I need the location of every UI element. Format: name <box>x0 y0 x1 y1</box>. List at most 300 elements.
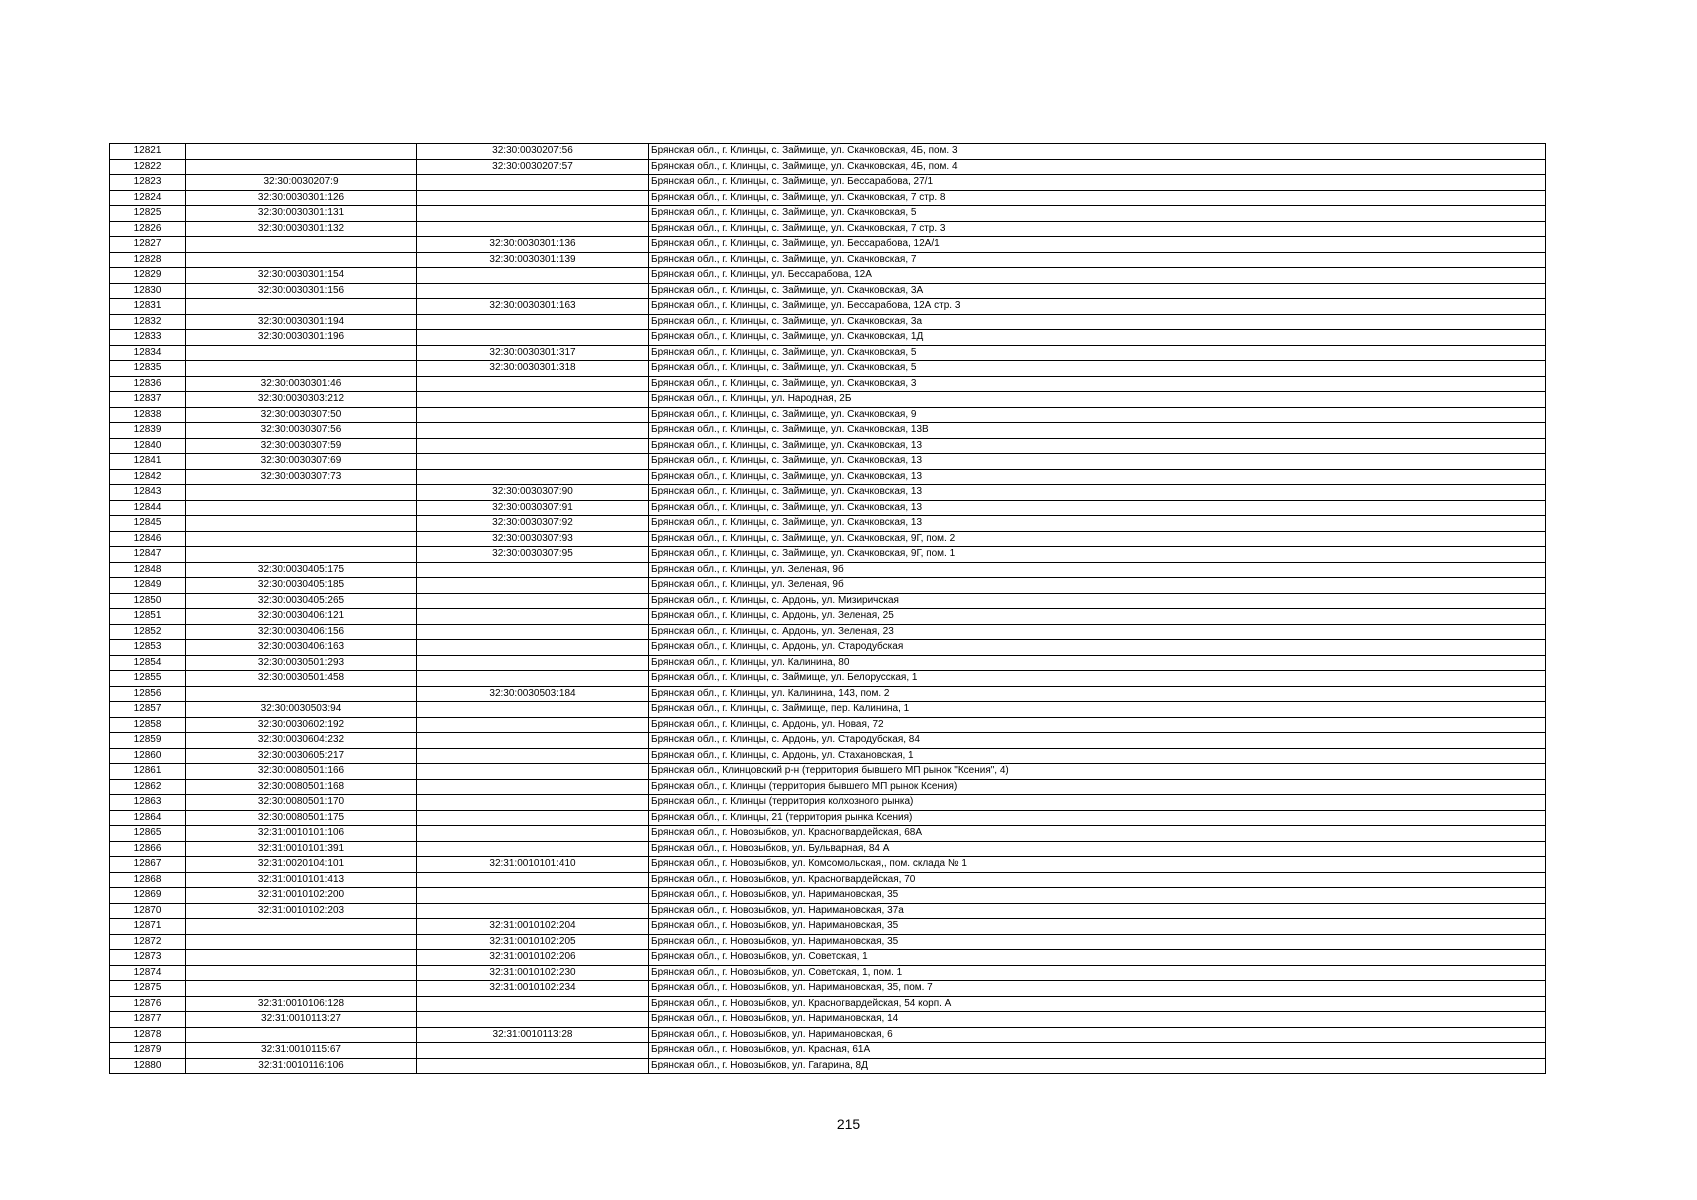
address-cell: Брянская обл., г. Клинцы, с. Займище, ул. Скачковская, 4Б, пом. 4 <box>649 159 1546 175</box>
table-row <box>110 748 1546 764</box>
table-row <box>110 934 1546 950</box>
row-number-cell: 12862 <box>110 779 186 795</box>
related-cadastral-number-cell <box>417 578 649 594</box>
row-number-cell: 12846 <box>110 531 186 547</box>
table-row <box>110 686 1546 702</box>
cadastral-number-cell <box>186 159 417 175</box>
related-cadastral-number-cell <box>417 1012 649 1028</box>
address-cell: Брянская обл., г. Новозыбков, ул. Бульварная, 84 А <box>649 841 1546 857</box>
related-cadastral-number-cell: 32:30:0030301:317 <box>417 345 649 361</box>
address-cell: Брянская обл., г. Клинцы, ул. Калинина, 143, пом. 2 <box>649 686 1546 702</box>
table-row <box>110 314 1546 330</box>
row-number-cell: 12869 <box>110 888 186 904</box>
cadastral-number-cell <box>186 934 417 950</box>
row-number-cell: 12827 <box>110 237 186 253</box>
address-cell: Брянская обл., г. Клинцы, с. Займище, ул. Скачковская, 13 <box>649 438 1546 454</box>
row-number-cell: 12877 <box>110 1012 186 1028</box>
address-cell: Брянская обл., г. Клинцы, с. Займище, ул. Скачковская, 3а <box>649 314 1546 330</box>
related-cadastral-number-cell: 32:31:0010102:234 <box>417 981 649 997</box>
address-cell: Брянская обл., г. Клинцы (территория колхозного рынка) <box>649 795 1546 811</box>
cadastral-number-cell: 32:31:0020104:101 <box>186 857 417 873</box>
cadastral-number-cell: 32:30:0030405:265 <box>186 593 417 609</box>
table-row <box>110 144 1546 160</box>
address-cell: Брянская обл., г. Клинцы, с. Займище, ул. Скачковская, 9Г, пом. 1 <box>649 547 1546 563</box>
table-row <box>110 376 1546 392</box>
related-cadastral-number-cell <box>417 407 649 423</box>
address-cell: Брянская обл., Клинцовский р-н (территория бывшего МП рынок "Ксения", 4) <box>649 764 1546 780</box>
related-cadastral-number-cell <box>417 376 649 392</box>
cadastral-number-cell: 32:30:0030406:163 <box>186 640 417 656</box>
address-cell: Брянская обл., г. Новозыбков, ул. Красногвардейская, 68А <box>649 826 1546 842</box>
table-row <box>110 593 1546 609</box>
address-cell: Брянская обл., г. Новозыбков, ул. Советская, 1 <box>649 950 1546 966</box>
address-cell: Брянская обл., г. Клинцы, ул. Калинина, 80 <box>649 655 1546 671</box>
table-row <box>110 423 1546 439</box>
table-row <box>110 407 1546 423</box>
table-row <box>110 221 1546 237</box>
address-cell: Брянская обл., г. Клинцы, с. Ардонь, ул. Стахановская, 1 <box>649 748 1546 764</box>
row-number-cell: 12822 <box>110 159 186 175</box>
cadastral-number-cell: 32:30:0030301:132 <box>186 221 417 237</box>
cadastral-number-cell: 32:30:0080501:175 <box>186 810 417 826</box>
row-number-cell: 12839 <box>110 423 186 439</box>
row-number-cell: 12864 <box>110 810 186 826</box>
table-row <box>110 159 1546 175</box>
cadastral-number-cell <box>186 345 417 361</box>
related-cadastral-number-cell <box>417 609 649 625</box>
cadastral-number-cell: 32:31:0010101:391 <box>186 841 417 857</box>
cadastral-number-cell: 32:30:0080501:166 <box>186 764 417 780</box>
cadastral-number-cell: 32:30:0030501:293 <box>186 655 417 671</box>
address-cell: Брянская обл., г. Клинцы, с. Займище, ул. Скачковская, 5 <box>649 345 1546 361</box>
page-number: 215 <box>836 1116 861 1132</box>
cadastral-number-cell: 32:30:0030406:156 <box>186 624 417 640</box>
row-number-cell: 12841 <box>110 454 186 470</box>
address-cell: Брянская обл., г. Клинцы, с. Займище, ул. Скачковская, 7 стр. 8 <box>649 190 1546 206</box>
related-cadastral-number-cell: 32:31:0010101:410 <box>417 857 649 873</box>
row-number-cell: 12845 <box>110 516 186 532</box>
related-cadastral-number-cell <box>417 314 649 330</box>
cadastral-number-cell <box>186 686 417 702</box>
address-cell: Брянская обл., г. Новозыбков, ул. Красногвардейская, 70 <box>649 872 1546 888</box>
cadastral-number-cell <box>186 950 417 966</box>
address-cell: Брянская обл., г. Клинцы, с. Займище, ул. Скачковская, 4Б, пом. 3 <box>649 144 1546 160</box>
row-number-cell: 12836 <box>110 376 186 392</box>
table-row <box>110 283 1546 299</box>
address-cell: Брянская обл., г. Клинцы, с. Займище, ул. Скачковская, 9Г, пом. 2 <box>649 531 1546 547</box>
table-row <box>110 237 1546 253</box>
related-cadastral-number-cell: 32:31:0010102:206 <box>417 950 649 966</box>
row-number-cell: 12879 <box>110 1043 186 1059</box>
related-cadastral-number-cell <box>417 841 649 857</box>
cadastral-number-cell: 32:30:0030405:175 <box>186 562 417 578</box>
row-number-cell: 12876 <box>110 996 186 1012</box>
table-row <box>110 206 1546 222</box>
table-row <box>110 438 1546 454</box>
row-number-cell: 12838 <box>110 407 186 423</box>
address-cell: Брянская обл., г. Новозыбков, ул. Наримановская, 37а <box>649 903 1546 919</box>
table-row <box>110 345 1546 361</box>
cadastral-number-cell: 32:30:0030301:196 <box>186 330 417 346</box>
cadastral-number-cell: 32:30:0030405:185 <box>186 578 417 594</box>
row-number-cell: 12860 <box>110 748 186 764</box>
related-cadastral-number-cell: 32:31:0010113:28 <box>417 1027 649 1043</box>
related-cadastral-number-cell: 32:31:0010102:205 <box>417 934 649 950</box>
cadastral-number-cell: 32:31:0010115:67 <box>186 1043 417 1059</box>
related-cadastral-number-cell <box>417 1058 649 1074</box>
row-number-cell: 12880 <box>110 1058 186 1074</box>
table-row <box>110 252 1546 268</box>
address-cell: Брянская обл., г. Клинцы, с. Ардонь, ул. Новая, 72 <box>649 717 1546 733</box>
address-cell: Брянская обл., г. Клинцы, с. Займище, ул. Скачковская, 13 <box>649 485 1546 501</box>
address-cell: Брянская обл., г. Клинцы, с. Займище, ул. Скачковская, 13 <box>649 454 1546 470</box>
table-row <box>110 268 1546 284</box>
address-cell: Брянская обл., г. Клинцы, ул. Зеленая, 9б <box>649 562 1546 578</box>
related-cadastral-number-cell <box>417 795 649 811</box>
row-number-cell: 12855 <box>110 671 186 687</box>
related-cadastral-number-cell <box>417 671 649 687</box>
related-cadastral-number-cell <box>417 283 649 299</box>
cadastral-number-cell <box>186 361 417 377</box>
address-cell: Брянская обл., г. Новозыбков, ул. Красная, 61А <box>649 1043 1546 1059</box>
table-row <box>110 469 1546 485</box>
row-number-cell: 12821 <box>110 144 186 160</box>
row-number-cell: 12866 <box>110 841 186 857</box>
table-row <box>110 330 1546 346</box>
table-row <box>110 175 1546 191</box>
address-cell: Брянская обл., г. Клинцы (территория бывшего МП рынок Ксения) <box>649 779 1546 795</box>
table-row <box>110 392 1546 408</box>
cadastral-number-cell: 32:31:0010102:203 <box>186 903 417 919</box>
related-cadastral-number-cell <box>417 593 649 609</box>
address-cell: Брянская обл., г. Клинцы, с. Ардонь, ул. Мизиричская <box>649 593 1546 609</box>
cadastral-number-cell: 32:30:0030602:192 <box>186 717 417 733</box>
address-cell: Брянская обл., г. Клинцы, ул. Зеленая, 9б <box>649 578 1546 594</box>
related-cadastral-number-cell <box>417 1043 649 1059</box>
cadastral-number-cell: 32:30:0030503:94 <box>186 702 417 718</box>
row-number-cell: 12868 <box>110 872 186 888</box>
address-cell: Брянская обл., г. Клинцы, с. Займище, ул. Бессарабова, 27/1 <box>649 175 1546 191</box>
row-number-cell: 12875 <box>110 981 186 997</box>
related-cadastral-number-cell <box>417 206 649 222</box>
cadastral-number-cell: 32:30:0030301:156 <box>186 283 417 299</box>
address-cell: Брянская обл., г. Новозыбков, ул. Наримановская, 14 <box>649 1012 1546 1028</box>
address-cell: Брянская обл., г. Клинцы, с. Займище, ул. Скачковская, 13 <box>649 500 1546 516</box>
table-row <box>110 826 1546 842</box>
row-number-cell: 12848 <box>110 562 186 578</box>
cadastral-number-cell: 32:30:0030307:50 <box>186 407 417 423</box>
cadastral-number-cell: 32:31:0010102:200 <box>186 888 417 904</box>
row-number-cell: 12852 <box>110 624 186 640</box>
cadastral-number-cell: 32:31:0010113:27 <box>186 1012 417 1028</box>
cadastral-number-cell <box>186 500 417 516</box>
address-cell: Брянская обл., г. Клинцы, с. Займище, ул. Скачковская, 13В <box>649 423 1546 439</box>
related-cadastral-number-cell: 32:30:0030307:90 <box>417 485 649 501</box>
row-number-cell: 12861 <box>110 764 186 780</box>
table-row <box>110 857 1546 873</box>
row-number-cell: 12874 <box>110 965 186 981</box>
address-cell: Брянская обл., г. Новозыбков, ул. Комсомольская,, пом. склада № 1 <box>649 857 1546 873</box>
cadastral-number-cell <box>186 919 417 935</box>
related-cadastral-number-cell <box>417 562 649 578</box>
cadastral-number-cell <box>186 516 417 532</box>
row-number-cell: 12871 <box>110 919 186 935</box>
registry-table-body <box>110 144 1546 1074</box>
address-cell: Брянская обл., г. Новозыбков, ул. Наримановская, 35 <box>649 919 1546 935</box>
table-row <box>110 516 1546 532</box>
address-cell: Брянская обл., г. Клинцы, с. Займище, ул. Бессарабова, 12А/1 <box>649 237 1546 253</box>
row-number-cell: 12833 <box>110 330 186 346</box>
table-row <box>110 609 1546 625</box>
cadastral-number-cell <box>186 981 417 997</box>
row-number-cell: 12828 <box>110 252 186 268</box>
row-number-cell: 12842 <box>110 469 186 485</box>
table-row <box>110 702 1546 718</box>
row-number-cell: 12843 <box>110 485 186 501</box>
cadastral-number-cell <box>186 252 417 268</box>
table-row <box>110 888 1546 904</box>
related-cadastral-number-cell <box>417 888 649 904</box>
address-cell: Брянская обл., г. Клинцы, с. Ардонь, ул. Зеленая, 25 <box>649 609 1546 625</box>
cadastral-number-cell: 32:31:0010101:106 <box>186 826 417 842</box>
address-cell: Брянская обл., г. Новозыбков, ул. Наримановская, 35 <box>649 888 1546 904</box>
row-number-cell: 12865 <box>110 826 186 842</box>
related-cadastral-number-cell: 32:30:0030207:57 <box>417 159 649 175</box>
table-row <box>110 717 1546 733</box>
cadastral-number-cell: 32:30:0030207:9 <box>186 175 417 191</box>
table-row <box>110 841 1546 857</box>
row-number-cell: 12867 <box>110 857 186 873</box>
cadastral-number-cell <box>186 531 417 547</box>
related-cadastral-number-cell: 32:30:0030207:56 <box>417 144 649 160</box>
table-row <box>110 996 1546 1012</box>
address-cell: Брянская обл., г. Клинцы, с. Займище, ул. Скачковская, 1Д <box>649 330 1546 346</box>
row-number-cell: 12858 <box>110 717 186 733</box>
cadastral-number-cell <box>186 547 417 563</box>
table-row <box>110 299 1546 315</box>
related-cadastral-number-cell: 32:30:0030301:163 <box>417 299 649 315</box>
table-row <box>110 981 1546 997</box>
row-number-cell: 12870 <box>110 903 186 919</box>
cadastral-number-cell <box>186 299 417 315</box>
row-number-cell: 12857 <box>110 702 186 718</box>
related-cadastral-number-cell <box>417 268 649 284</box>
cadastral-number-cell: 32:31:0010106:128 <box>186 996 417 1012</box>
cadastral-number-cell: 32:30:0030406:121 <box>186 609 417 625</box>
related-cadastral-number-cell: 32:30:0030503:184 <box>417 686 649 702</box>
table-row <box>110 190 1546 206</box>
cadastral-number-cell <box>186 1027 417 1043</box>
cadastral-number-cell: 32:30:0030307:56 <box>186 423 417 439</box>
row-number-cell: 12873 <box>110 950 186 966</box>
related-cadastral-number-cell <box>417 190 649 206</box>
address-cell: Брянская обл., г. Клинцы, с. Займище, ул. Бессарабова, 12А стр. 3 <box>649 299 1546 315</box>
table-row <box>110 655 1546 671</box>
table-row <box>110 562 1546 578</box>
row-number-cell: 12840 <box>110 438 186 454</box>
table-row <box>110 640 1546 656</box>
row-number-cell: 12837 <box>110 392 186 408</box>
related-cadastral-number-cell: 32:31:0010102:204 <box>417 919 649 935</box>
cadastral-number-cell: 32:31:0010116:106 <box>186 1058 417 1074</box>
related-cadastral-number-cell: 32:30:0030307:92 <box>417 516 649 532</box>
address-cell: Брянская обл., г. Клинцы, с. Займище, ул. Скачковская, 5 <box>649 206 1546 222</box>
table-row <box>110 671 1546 687</box>
table-row <box>110 547 1546 563</box>
address-cell: Брянская обл., г. Клинцы, с. Займище, ул. Скачковская, 13 <box>649 469 1546 485</box>
cadastral-number-cell: 32:30:0030301:126 <box>186 190 417 206</box>
related-cadastral-number-cell <box>417 996 649 1012</box>
table-row <box>110 500 1546 516</box>
cadastral-number-cell: 32:30:0080501:168 <box>186 779 417 795</box>
address-cell: Брянская обл., г. Клинцы, с. Займище, ул. Белорусская, 1 <box>649 671 1546 687</box>
row-number-cell: 12847 <box>110 547 186 563</box>
address-cell: Брянская обл., г. Новозыбков, ул. Красногвардейская, 54 корп. А <box>649 996 1546 1012</box>
address-cell: Брянская обл., г. Клинцы, с. Займище, пер. Калинина, 1 <box>649 702 1546 718</box>
address-cell: Брянская обл., г. Новозыбков, ул. Наримановская, 6 <box>649 1027 1546 1043</box>
related-cadastral-number-cell <box>417 810 649 826</box>
related-cadastral-number-cell <box>417 330 649 346</box>
address-cell: Брянская обл., г. Клинцы, с. Займище, ул. Скачковская, 13 <box>649 516 1546 532</box>
related-cadastral-number-cell <box>417 469 649 485</box>
table-row <box>110 919 1546 935</box>
table-row <box>110 764 1546 780</box>
cadastral-number-cell <box>186 485 417 501</box>
row-number-cell: 12850 <box>110 593 186 609</box>
related-cadastral-number-cell <box>417 423 649 439</box>
row-number-cell: 12829 <box>110 268 186 284</box>
address-cell: Брянская обл., г. Клинцы, с. Ардонь, ул. Стародубская, 84 <box>649 733 1546 749</box>
related-cadastral-number-cell <box>417 640 649 656</box>
related-cadastral-number-cell <box>417 903 649 919</box>
registry-table <box>109 143 1546 1074</box>
related-cadastral-number-cell <box>417 454 649 470</box>
row-number-cell: 12834 <box>110 345 186 361</box>
related-cadastral-number-cell <box>417 175 649 191</box>
table-row <box>110 1058 1546 1074</box>
related-cadastral-number-cell <box>417 655 649 671</box>
row-number-cell: 12844 <box>110 500 186 516</box>
address-cell: Брянская обл., г. Клинцы, с. Займище, ул. Скачковская, 7 <box>649 252 1546 268</box>
cadastral-number-cell: 32:30:0030605:217 <box>186 748 417 764</box>
cadastral-number-cell: 32:30:0030303:212 <box>186 392 417 408</box>
row-number-cell: 12856 <box>110 686 186 702</box>
row-number-cell: 12853 <box>110 640 186 656</box>
cadastral-number-cell <box>186 965 417 981</box>
table-row <box>110 810 1546 826</box>
row-number-cell: 12830 <box>110 283 186 299</box>
table-row <box>110 1012 1546 1028</box>
table-row <box>110 1027 1546 1043</box>
table-row <box>110 795 1546 811</box>
related-cadastral-number-cell: 32:30:0030301:136 <box>417 237 649 253</box>
cadastral-number-cell: 32:30:0080501:170 <box>186 795 417 811</box>
related-cadastral-number-cell <box>417 779 649 795</box>
related-cadastral-number-cell <box>417 702 649 718</box>
table-row <box>110 903 1546 919</box>
table-row <box>110 485 1546 501</box>
row-number-cell: 12851 <box>110 609 186 625</box>
cadastral-number-cell: 32:30:0030307:59 <box>186 438 417 454</box>
row-number-cell: 12872 <box>110 934 186 950</box>
address-cell: Брянская обл., г. Новозыбков, ул. Наримановская, 35 <box>649 934 1546 950</box>
address-cell: Брянская обл., г. Клинцы, 21 (территория рынка Ксения) <box>649 810 1546 826</box>
address-cell: Брянская обл., г. Клинцы, с. Займище, ул. Скачковская, 5 <box>649 361 1546 377</box>
cadastral-number-cell: 32:30:0030301:194 <box>186 314 417 330</box>
related-cadastral-number-cell: 32:30:0030301:318 <box>417 361 649 377</box>
related-cadastral-number-cell <box>417 748 649 764</box>
row-number-cell: 12824 <box>110 190 186 206</box>
related-cadastral-number-cell <box>417 826 649 842</box>
row-number-cell: 12832 <box>110 314 186 330</box>
cadastral-number-cell: 32:30:0030604:232 <box>186 733 417 749</box>
address-cell: Брянская обл., г. Клинцы, с. Займище, ул. Скачковская, 3 <box>649 376 1546 392</box>
related-cadastral-number-cell <box>417 221 649 237</box>
row-number-cell: 12859 <box>110 733 186 749</box>
row-number-cell: 12825 <box>110 206 186 222</box>
table-row <box>110 1043 1546 1059</box>
table-row <box>110 454 1546 470</box>
cadastral-number-cell <box>186 144 417 160</box>
row-number-cell: 12854 <box>110 655 186 671</box>
related-cadastral-number-cell <box>417 717 649 733</box>
related-cadastral-number-cell <box>417 764 649 780</box>
related-cadastral-number-cell <box>417 438 649 454</box>
address-cell: Брянская обл., г. Клинцы, ул. Народная, 2Б <box>649 392 1546 408</box>
table-row <box>110 872 1546 888</box>
row-number-cell: 12835 <box>110 361 186 377</box>
address-cell: Брянская обл., г. Клинцы, ул. Бессарабова, 12А <box>649 268 1546 284</box>
address-cell: Брянская обл., г. Клинцы, с. Займище, ул. Скачковская, 7 стр. 3 <box>649 221 1546 237</box>
cadastral-number-cell: 32:30:0030501:458 <box>186 671 417 687</box>
row-number-cell: 12831 <box>110 299 186 315</box>
table-row <box>110 578 1546 594</box>
address-cell: Брянская обл., г. Новозыбков, ул. Советская, 1, пом. 1 <box>649 965 1546 981</box>
table-row <box>110 950 1546 966</box>
related-cadastral-number-cell <box>417 624 649 640</box>
cadastral-number-cell: 32:30:0030307:73 <box>186 469 417 485</box>
address-cell: Брянская обл., г. Новозыбков, ул. Гагарина, 8Д <box>649 1058 1546 1074</box>
address-cell: Брянская обл., г. Клинцы, с. Ардонь, ул. Зеленая, 23 <box>649 624 1546 640</box>
cadastral-number-cell: 32:31:0010101:413 <box>186 872 417 888</box>
table-row <box>110 733 1546 749</box>
cadastral-number-cell: 32:30:0030301:154 <box>186 268 417 284</box>
table-row <box>110 779 1546 795</box>
row-number-cell: 12878 <box>110 1027 186 1043</box>
address-cell: Брянская обл., г. Новозыбков, ул. Наримановская, 35, пом. 7 <box>649 981 1546 997</box>
table-row <box>110 624 1546 640</box>
row-number-cell: 12823 <box>110 175 186 191</box>
related-cadastral-number-cell: 32:30:0030307:91 <box>417 500 649 516</box>
related-cadastral-number-cell <box>417 872 649 888</box>
related-cadastral-number-cell: 32:30:0030301:139 <box>417 252 649 268</box>
table-row <box>110 965 1546 981</box>
related-cadastral-number-cell <box>417 392 649 408</box>
address-cell: Брянская обл., г. Клинцы, с. Займище, ул. Скачковская, 9 <box>649 407 1546 423</box>
row-number-cell: 12826 <box>110 221 186 237</box>
address-cell: Брянская обл., г. Клинцы, с. Ардонь, ул. Стародубская <box>649 640 1546 656</box>
table-row <box>110 531 1546 547</box>
related-cadastral-number-cell <box>417 733 649 749</box>
related-cadastral-number-cell: 32:30:0030307:93 <box>417 531 649 547</box>
cadastral-number-cell: 32:30:0030307:69 <box>186 454 417 470</box>
row-number-cell: 12849 <box>110 578 186 594</box>
related-cadastral-number-cell: 32:31:0010102:230 <box>417 965 649 981</box>
row-number-cell: 12863 <box>110 795 186 811</box>
cadastral-number-cell <box>186 237 417 253</box>
cadastral-number-cell: 32:30:0030301:46 <box>186 376 417 392</box>
related-cadastral-number-cell: 32:30:0030307:95 <box>417 547 649 563</box>
